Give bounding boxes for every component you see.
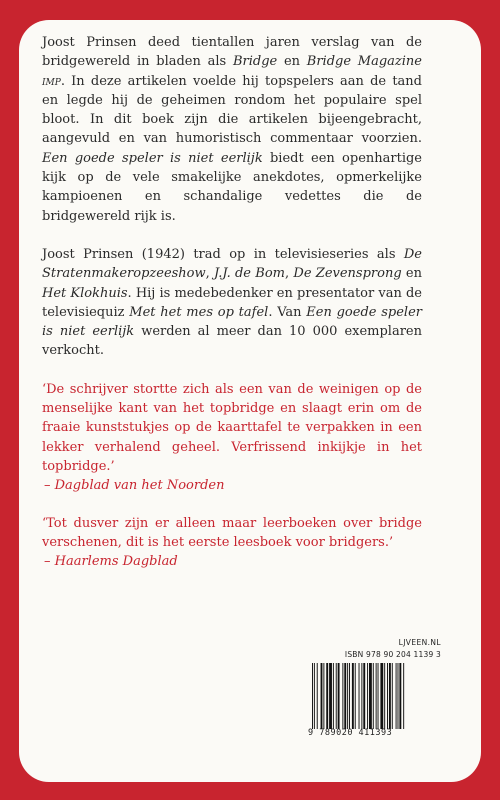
barcode-block xyxy=(308,638,441,742)
text-run: . In deze artikelen voelde hij topspelers aan de tand en legde hij de geheimen rondom het populaire spel bloot. In dit boek zijn die artikelen bijeengebracht, aangevuld en van humoristisch commentaar voorzien. xyxy=(42,73,422,147)
quote-text: ‘Tot dusver zijn er alleen maar leerboeken over bridge verschenen, dit is het eerste leesboek voor bridgers.’ xyxy=(42,515,422,550)
text-run: Joost Prinsen (1942) trad op in televisieseries als xyxy=(42,246,404,262)
review-quote-1 xyxy=(42,380,422,496)
tv-series-title: De Zevensprong xyxy=(293,266,402,282)
text-run: . Hij is medebedenker en presentator van de televisiequiz xyxy=(42,285,422,320)
tv-series-title: De Stratenmakeropzeeshow xyxy=(42,246,422,282)
quote-source: – Dagblad van het Noorden xyxy=(44,478,225,494)
publisher-url: LJVEEN.NL xyxy=(398,638,441,647)
text-run: en xyxy=(401,266,422,282)
blurb-text xyxy=(42,33,422,589)
text-run: biedt een openhartige kijk op de vele smakelijke anekdotes, opmerkelijke kampioenen en schandalige vedettes die de bridgewereld rijk is. xyxy=(42,150,422,224)
magazine-title: Bridge Magazine xyxy=(306,54,422,70)
book-title: Een goede speler is niet eerlijk xyxy=(42,304,422,340)
quote-text: ‘De schrijver stortte zich als een van de weinigen op de menselijke kant van het topbridge en slaagt erin om de fraaie kunststukjes op de kaarttafel te verpakken in een lekker verhalend geheel. Verfrissend inkijkje in het topbridge.’ xyxy=(42,381,422,474)
text-run: en xyxy=(277,54,307,70)
text-run: Joost Prinsen deed tientallen jaren verslag van de bridgewereld in bladen als xyxy=(42,35,422,70)
tv-series-title: J.J. de Bom xyxy=(214,266,285,282)
review-quote-2 xyxy=(42,514,422,572)
tv-quiz-title: Met het mes op tafel xyxy=(129,304,269,320)
book-title: Een goede speler is niet eerlijk xyxy=(42,150,263,166)
isbn-label: ISBN 978 90 204 1139 3 xyxy=(344,650,441,659)
text-run: , xyxy=(284,266,294,282)
author-bio-paragraph xyxy=(42,245,422,361)
description-paragraph xyxy=(42,33,422,226)
text-run: werden al meer dan 10 000 exemplaren verkocht. xyxy=(42,324,422,359)
text-run: , xyxy=(205,266,215,282)
barcode-icon xyxy=(312,663,440,729)
text-run: . Van xyxy=(268,304,307,320)
tv-series-title: Het Klokhuis xyxy=(42,285,128,301)
ean-number: 9 789020 411393 xyxy=(308,728,393,738)
magazine-title: Bridge xyxy=(232,54,278,70)
quote-source: – Haarlems Dagblad xyxy=(44,554,178,570)
magazine-imprint: imp xyxy=(42,73,61,89)
